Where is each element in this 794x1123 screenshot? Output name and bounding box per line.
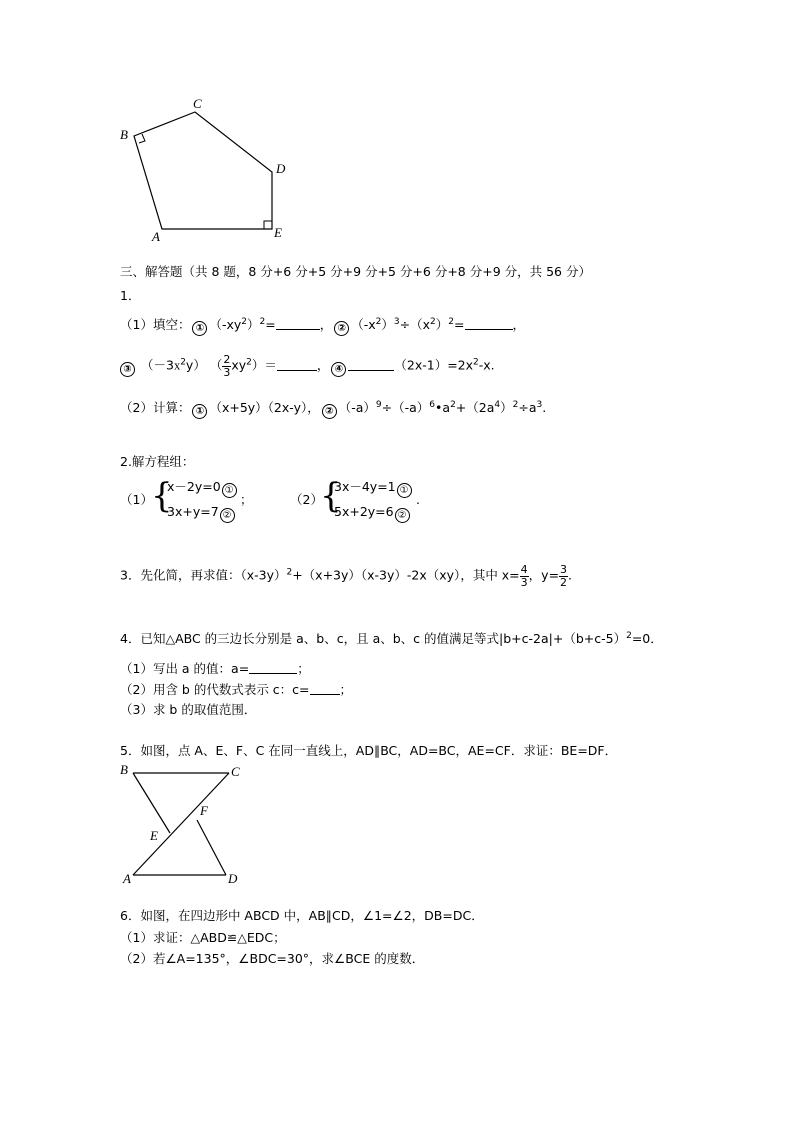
calc2-end: . bbox=[542, 400, 547, 415]
q5-label-c: C bbox=[231, 764, 240, 779]
q1-part2-prefix: （2）计算： bbox=[120, 400, 191, 415]
calc2-e: ） bbox=[500, 400, 513, 415]
q3-mid: ，y= bbox=[528, 567, 560, 583]
q2-part1-label: （1） bbox=[120, 492, 153, 507]
q1-part1-prefix: （1）填空： bbox=[120, 317, 191, 332]
q4-item3: （3）求 b 的取值范围． bbox=[120, 702, 257, 717]
expr2-d: ） bbox=[435, 317, 449, 332]
sup: 2 bbox=[246, 357, 252, 368]
q6-text: 6．如图，在四边形中 ABCD 中，AB∥CD，∠1=∠2，DB=DC． bbox=[120, 908, 484, 923]
segment-ac bbox=[133, 773, 229, 875]
sys1-mark-1: ① bbox=[222, 483, 237, 498]
circle-mark-3: ③ bbox=[120, 362, 135, 377]
q5-label-b: B bbox=[120, 762, 128, 777]
sup: 3 bbox=[536, 400, 543, 410]
q4-stem-end: =0． bbox=[631, 631, 663, 646]
calc2-a: （-a） bbox=[338, 400, 376, 415]
expr2-c: ÷（x bbox=[399, 317, 431, 332]
section-heading: 三、解答题（共 8 题，8 分+6 分+5 分+9 分+5 分+6 分+8 分+9 分，共 56 分） bbox=[120, 264, 591, 279]
sup: 2 bbox=[448, 317, 455, 327]
frac-den: 2 bbox=[560, 575, 568, 589]
frac-den: 3 bbox=[520, 575, 528, 589]
sup: 3 bbox=[393, 317, 400, 327]
circle-mark-1b: ① bbox=[192, 404, 207, 419]
sup: 2 bbox=[286, 567, 293, 578]
circle-mark-4: ④ bbox=[331, 362, 346, 377]
q5-label-d: D bbox=[228, 871, 238, 886]
label-d: D bbox=[276, 161, 286, 176]
frac-den: 3 bbox=[223, 365, 231, 379]
q6-item1: （1）求证：△ABD≌△EDC； bbox=[120, 930, 286, 945]
expr2-b: ） bbox=[381, 317, 394, 332]
sup: 2 bbox=[375, 317, 382, 327]
sys2-eq1-text: 3x－4y=1 bbox=[334, 479, 396, 494]
sys1-eq1-text: x－2y=0 bbox=[167, 479, 221, 494]
sys2-mark-2: ② bbox=[395, 508, 410, 523]
expr3-x: x bbox=[173, 358, 181, 373]
sup: 4 bbox=[494, 400, 501, 410]
expr4-tail: -x. bbox=[478, 357, 495, 373]
sup: 2 bbox=[259, 317, 266, 327]
sys1-mark-2: ② bbox=[220, 508, 235, 523]
expr3-d: xy bbox=[231, 357, 247, 373]
q4-item2-text: （2）用含 b 的代数式表示 c：c= bbox=[120, 682, 310, 697]
frac-num: 2 bbox=[223, 353, 231, 366]
q1-number: 1． bbox=[120, 288, 141, 303]
sup: 2 bbox=[473, 357, 479, 368]
label-c: C bbox=[193, 96, 202, 111]
q3-text: 3．先化简，再求值：（x-3y） bbox=[120, 567, 287, 583]
q2-period: . bbox=[416, 492, 420, 507]
calc2-b: ÷（-a） bbox=[381, 400, 430, 415]
comma: ， bbox=[512, 317, 526, 332]
segment-df bbox=[197, 820, 226, 875]
sys2-eq2-text: 5x+2y=6 bbox=[334, 504, 394, 519]
sup: 2 bbox=[241, 317, 247, 327]
sup: 2 bbox=[626, 631, 632, 641]
comma: ， bbox=[316, 357, 330, 373]
q5-label-a: A bbox=[123, 871, 131, 886]
eq-sign: = bbox=[265, 317, 276, 332]
label-b: B bbox=[120, 127, 128, 142]
q6-item2: （2）若∠A=135°，∠BDC=30°，求∠BCE 的度数． bbox=[120, 951, 425, 966]
circle-mark-1: ① bbox=[192, 321, 207, 336]
expr1: （-xy bbox=[209, 317, 242, 332]
circle-mark-2b: ② bbox=[322, 404, 337, 419]
label-e: E bbox=[274, 225, 282, 240]
sup: 2 bbox=[512, 400, 519, 410]
sup: 6 bbox=[429, 400, 436, 410]
q2-title: 2.解方程组： bbox=[120, 454, 195, 469]
comma: ， bbox=[319, 317, 333, 332]
q2-semicolon: ； bbox=[240, 492, 253, 507]
system-brace-2: { bbox=[320, 476, 342, 516]
frac-num: 4 bbox=[520, 563, 528, 576]
sup: 2 bbox=[180, 357, 186, 368]
q5-label-e: E bbox=[150, 828, 158, 843]
sys1-eq2-text: 3x+y=7 bbox=[167, 504, 219, 519]
label-a: A bbox=[152, 229, 160, 244]
q4-item1-end: ； bbox=[297, 661, 310, 676]
q4-stem-text: 4．已知△ABC 的三边长分别是 a、b、c，且 a、b、c 的值满足等式|b+c-2a|+（b+c-5） bbox=[120, 631, 627, 646]
sup: 2 bbox=[430, 317, 436, 327]
expr2: （-x bbox=[351, 317, 376, 332]
expr3-e: ）＝ bbox=[251, 357, 277, 373]
system-brace-1: { bbox=[151, 476, 173, 516]
frac-num: 3 bbox=[560, 563, 568, 576]
expr1-tail: ） bbox=[247, 317, 260, 332]
open-paren: （ bbox=[209, 357, 223, 373]
calc2-c: •a bbox=[435, 400, 451, 415]
q3-text-b: +（x+3y）（x-3y）-2x（xy），其中 x= bbox=[292, 567, 520, 583]
calc2-f: ÷a bbox=[518, 400, 537, 415]
q3-end: . bbox=[568, 567, 573, 583]
q5-label-f: F bbox=[200, 803, 208, 818]
eq-sign: = bbox=[454, 317, 465, 332]
expr3-c: y） bbox=[185, 357, 206, 373]
circle-mark-2: ② bbox=[334, 321, 349, 336]
expr4: （2x-1）=2x bbox=[394, 357, 474, 373]
sup: 2 bbox=[450, 400, 456, 410]
segment-be bbox=[133, 773, 170, 833]
q5-text: 5．如图，点 A、E、F、C 在同一直线上，AD∥BC，AD=BC，AE=CF．求证：BE=DF． bbox=[120, 743, 618, 758]
calc1: （x+5y）（2x-y）， bbox=[209, 400, 320, 415]
q2-part2-label: （2） bbox=[290, 492, 323, 507]
q4-item1-text: （1）写出 a 的值：a= bbox=[120, 661, 250, 676]
calc2-d: +（2a bbox=[455, 400, 495, 415]
sys2-mark-1: ① bbox=[397, 483, 412, 498]
sup: 9 bbox=[375, 400, 382, 410]
q4-item2-end: ； bbox=[339, 682, 353, 697]
expr3-a: （－3 bbox=[140, 357, 174, 373]
